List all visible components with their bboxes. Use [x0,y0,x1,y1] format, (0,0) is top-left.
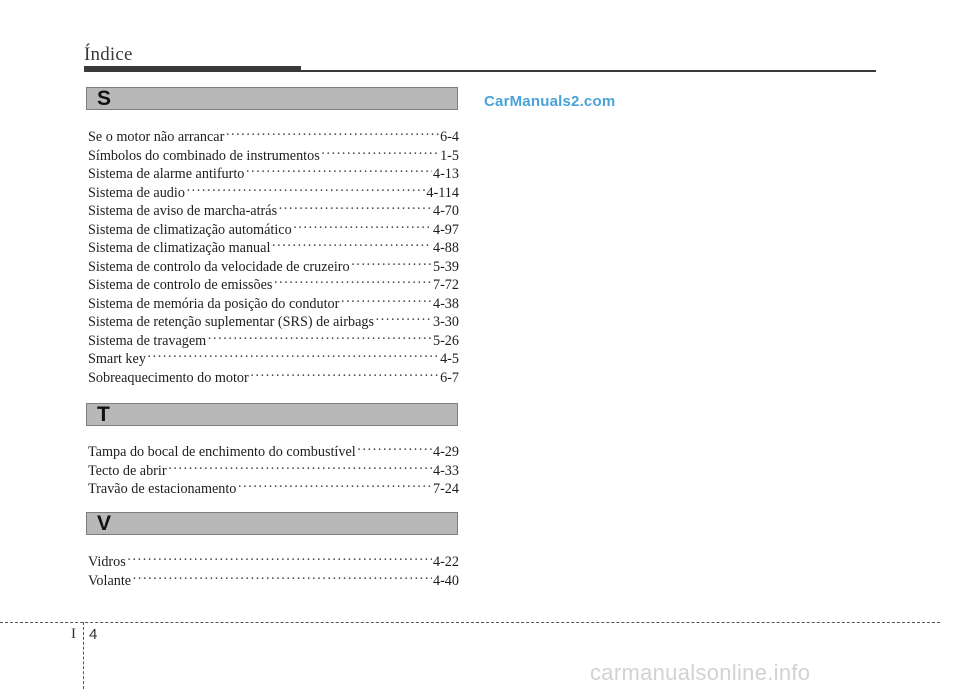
section-letter: S [97,87,112,110]
dot-leader [207,331,432,345]
footer-dashed-rule [0,622,940,623]
footer-dashed-divider [83,622,84,689]
entry-page: 1-5 [440,147,459,164]
dot-leader [340,294,432,308]
entry-text: Tampa do bocal de enchimento do combustível [88,444,356,461]
entry-text: Sistema de retenção suplementar (SRS) de airbags [88,314,375,331]
index-entry [88,331,459,350]
entry-text: Sistema de climatização manual [88,240,271,257]
entry-text: Sistema de memória da posição do condutor [88,295,340,312]
entry-page: 4-5 [440,351,459,368]
entry-text: Se o motor não arrancar [88,129,225,146]
entry-page: 4-38 [432,295,459,312]
entry-text: Smart key [88,351,146,368]
section-t-entries [88,442,459,498]
section-header-s [86,87,458,110]
dot-leader [225,127,439,141]
entry-page: 6-4 [440,129,459,146]
entry-page: 3-30 [432,314,459,331]
entry-page: 7-72 [432,277,459,294]
index-entry [88,127,459,146]
entry-page: 4-33 [432,462,459,479]
header-rule-thin [301,70,876,72]
index-entry [88,294,459,313]
index-entry [88,201,459,220]
entry-text: Sistema de travagem [88,332,207,349]
header-rule-thick [84,66,301,72]
entry-page: 4-40 [432,572,459,589]
index-entry [88,479,459,498]
entry-page: 4-13 [432,166,459,183]
footer-section-letter: I [71,626,76,642]
section-v-entries [88,552,459,589]
entry-page: 4-97 [432,221,459,238]
dot-leader [321,146,439,160]
dot-leader [237,479,432,493]
dot-leader [132,571,432,585]
index-entry [88,442,459,461]
dot-leader [271,238,432,252]
entry-text: Tecto de abrir [88,462,167,479]
entry-page: 6-7 [440,369,459,386]
dot-leader [147,349,439,363]
dot-leader [273,275,432,289]
index-entry [88,238,459,257]
index-entry [88,368,459,387]
dot-leader [293,220,432,234]
dot-leader [375,312,432,326]
entry-page: 4-88 [432,240,459,257]
index-entry [88,220,459,239]
dot-leader [357,442,432,456]
index-entry [88,257,459,276]
watermark-link[interactable]: CarManuals2.com [484,93,616,110]
footer-page-number: 4 [89,626,98,643]
entry-page: 5-26 [432,332,459,349]
index-entry [88,164,459,183]
index-entry [88,552,459,571]
index-entry [88,461,459,480]
dot-leader [245,164,432,178]
entry-text: Sistema de audio [88,184,185,201]
entry-text: Sistema de aviso de marcha-atrás [88,203,278,220]
entry-text: Vidros [88,554,126,571]
index-entry [88,275,459,294]
section-header-t [86,403,458,426]
dot-leader [168,461,432,475]
dot-leader [278,201,432,215]
section-s-entries [88,127,459,386]
index-entry [88,571,459,590]
section-letter: T [97,403,110,426]
entry-page: 4-70 [432,203,459,220]
dot-leader [351,257,432,271]
entry-text: Sistema de climatização automático [88,221,292,238]
entry-text: Sistema de controlo da velocidade de cruzeiro [88,258,350,275]
entry-text: Travão de estacionamento [88,481,237,498]
entry-page: 5-39 [432,258,459,275]
bottom-watermark: carmanualsonline.info [590,660,811,685]
index-entry [88,183,459,202]
entry-text: Sistema de controlo de emissões [88,277,273,294]
entry-page: 4-114 [426,184,459,201]
entry-text: Sobreaquecimento do motor [88,369,249,386]
dot-leader [186,183,425,197]
index-entry [88,146,459,165]
entry-text: Símbolos do combinado de instrumentos [88,147,320,164]
entry-page: 4-22 [432,554,459,571]
entry-page: 7-24 [432,481,459,498]
index-entry [88,312,459,331]
section-letter: V [97,512,112,535]
entry-page: 4-29 [432,444,459,461]
section-header-v [86,512,458,535]
dot-leader [250,368,439,382]
entry-text: Sistema de alarme antifurto [88,166,245,183]
dot-leader [127,552,432,566]
index-entry [88,349,459,368]
entry-text: Volante [88,572,132,589]
page-title: Índice [84,44,133,65]
